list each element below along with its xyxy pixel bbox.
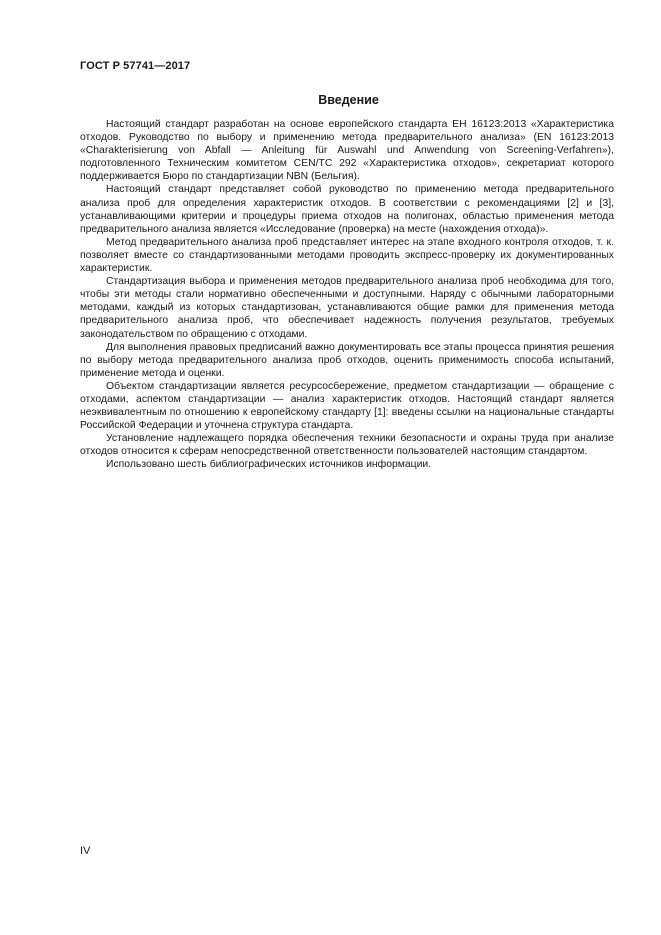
paragraph: Настоящий стандарт представляет собой руководство по применению метода предварительного анализа проб для определения характеристик отходов. В соответствии с рекомендациями [2] и [3], устанавливающими критерии и процедуры приема отходов на полигонах, областью применения метода предварительного анализа является «Исследование (проверка) на месте (нахождения отхода)».: [80, 184, 614, 235]
page-number: IV: [80, 845, 91, 857]
paragraph: Установление надлежащего порядка обеспечения техники безопасности и охраны труда при анализе отходов относится к сферам непосредственной ответственности пользователей настоящим стандартом.: [80, 433, 614, 458]
paragraph: Использовано шесть библиографических источников информации.: [106, 459, 432, 471]
paragraph: Метод предварительного анализа проб представляет интерес на этапе входного контроля отходов, т. к. позволяет вместе со стандартизованными методами проводить экспресс-проверку их документированных характеристик.: [80, 236, 614, 275]
paragraph: Стандартизация выбора и применения методов предварительного анализа проб необходима для того, чтобы эти методы стали нормативно обеспеченными и доступными. Наряду с обычными лабораторными методами, каждый из которых стандартизован, устанавливаются общие рамки для применения метода предварительного анализа проб, что обеспечивает надежность получения результатов, требуемых законодательством по обращению с отходами.: [80, 276, 614, 340]
paragraph: Для выполнения правовых предписаний важно документировать все этапы процесса принятия решения по выбору метода предварительного анализа проб отходов, оценить применимость способа испытаний, применение метода и оценки.: [80, 341, 614, 379]
section-title: Введение: [318, 93, 379, 107]
paragraph: Объектом стандартизации является ресурсосбережение, предметом стандартизации — обращение с отходами, аспектом стандартизации — анализ характеристик отходов. Настоящий стандарт является неэквивалентным по отношению к европейскому стандарту [1]: введены ссылки на национальные стандарты Российской Федерации и уточнена структура стандарта.: [80, 380, 614, 432]
document-header: ГОСТ Р 57741—2017: [80, 60, 191, 72]
introduction-body: [80, 118, 614, 472]
paragraph: Настоящий стандарт разработан на основе европейского стандарта ЕН 16123:2013 «Характеристика отходов. Руководство по выбору и применению метода предварительного анализа» (EN 16123:2013 «Charakterisierung von Abfall — Anleitung für Auswahl und Anwendung von Screening-Verfahren»), подготовленного Техническим комитетом CEN/TC 292 «Характеристика отходов», секретариат которого поддерживается Бюро по стандартизации NBN (Бельгия).: [80, 119, 614, 183]
